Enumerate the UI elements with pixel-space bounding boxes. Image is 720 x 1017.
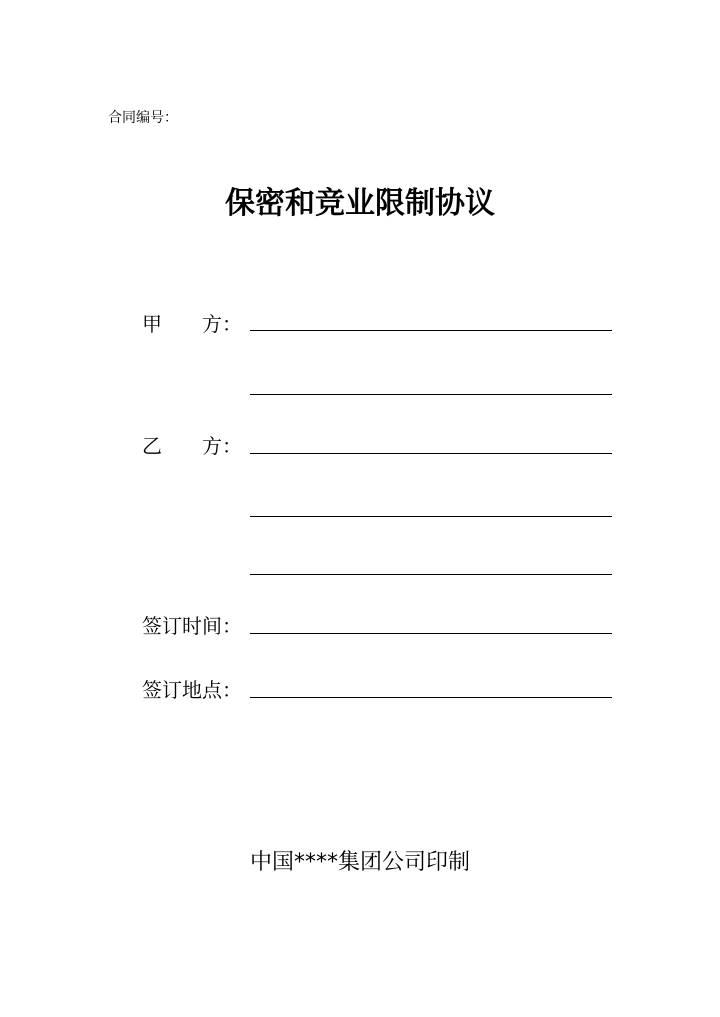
- sign-place-fill-line[interactable]: [250, 697, 612, 698]
- party-a-label: [142, 310, 242, 338]
- sign-time-fill-line[interactable]: [250, 633, 612, 634]
- party-b-fill-line-2[interactable]: [250, 516, 612, 517]
- party-a-fill-line-2[interactable]: [250, 394, 612, 395]
- party-a-label-char1: 甲: [142, 312, 162, 336]
- footer-printer: 中国****集团公司印制: [249, 850, 470, 875]
- sign-time-label: 签订时间：: [142, 614, 242, 638]
- party-a-fill-line-1[interactable]: [250, 330, 612, 331]
- contract-number-label: 合同编号：: [108, 110, 178, 126]
- party-b-label-char2: 方：: [202, 434, 242, 458]
- party-b-fill-line-1[interactable]: [250, 453, 612, 454]
- sign-place-label: 签订地点：: [142, 678, 242, 702]
- party-b-label-char1: 乙: [142, 434, 162, 458]
- document-title: 保密和竞业限制协议: [225, 186, 495, 221]
- party-b-fill-line-3[interactable]: [250, 574, 612, 575]
- party-a-label-char2: 方：: [202, 312, 242, 336]
- party-b-label: [142, 432, 242, 460]
